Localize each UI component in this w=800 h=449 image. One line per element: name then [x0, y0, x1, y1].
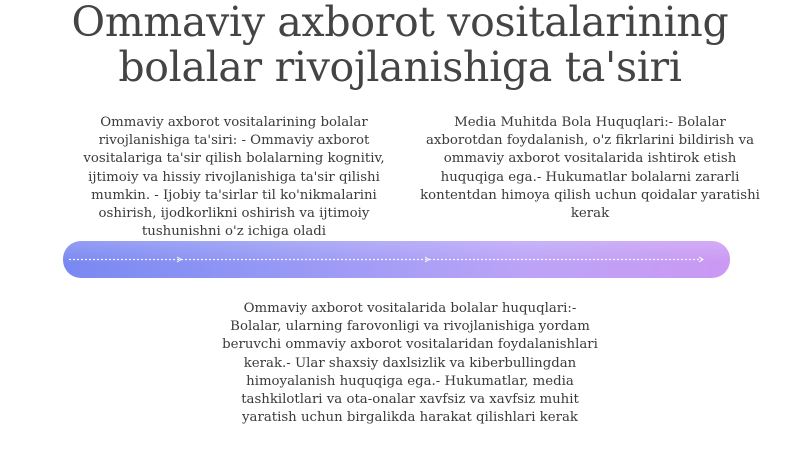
page-title: Ommaviy axborot vositalarining bolalar rivojlanishiga ta'siri — [71, 0, 729, 91]
timeline-bar — [63, 241, 730, 278]
text-block-right: Media Muhitda Bola Huquqlari:- Bolalar axborotdan foydalanish, o'z fikrlarini bildirish va ommaviy axborot vositalarida ishtirok etish huquqiga ega.- Hukumatlar bolalarni zararli kontentdan himoya qilish uchun qoidalar yaratishi kerak — [420, 115, 760, 222]
text-block-bottom: Ommaviy axborot vositalarida bolalar huquqlari:- Bolalar, ularning farovonligi va rivojlanishiga yordam beruvchi ommaviy axborot vositalaridan foydalanishlari kerak.- Ular shaxsiy daxlsizlik va kiberbullingdan himoyalanish huquqiga ega.- Hukumatlar, media tashkilotlari va ota-onalar xavfsiz va xavfsiz muhit yaratish uchun birgalikda harakat qilishlari kerak — [222, 301, 598, 426]
timeline-arrows — [63, 241, 730, 278]
text-block-left: Ommaviy axborot vositalarining bolalar rivojlanishiga ta'siri: - Ommaviy axborot vositalariga ta'sir qilish bolalarning kognitiv, ijtimoiy va hissiy rivojlanishiga ta'sir qilishi mumkin. - Ijobiy ta'sirlar til ko'nikmalarini oshirish, ijodkorlikni oshirish va ijtimoiy tushunishni o'z ichiga oladi — [83, 115, 385, 240]
